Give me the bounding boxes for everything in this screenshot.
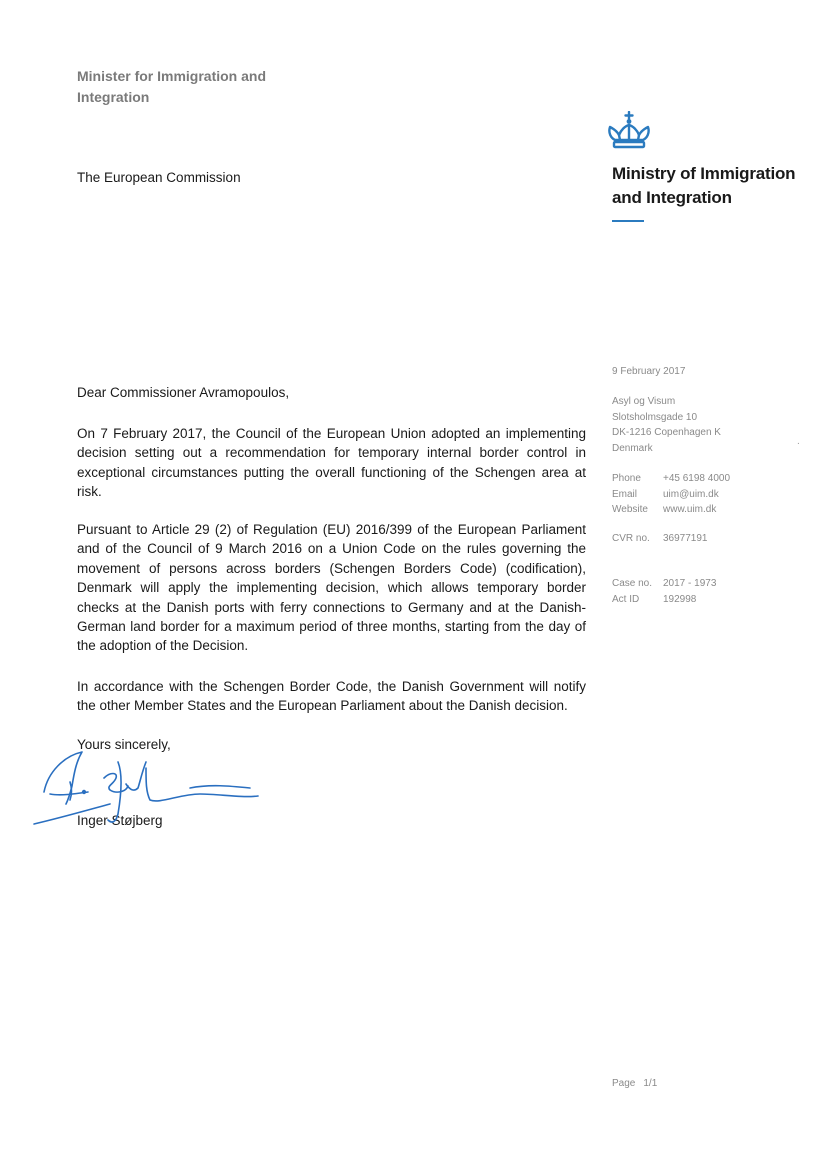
letter-paragraph-2: Pursuant to Article 29 (2) of Regulation (EU) 2016/399 of the European Parliament and of the Council of 9 March 2016 on a Union Code on the rules governing the movement of persons across borders (Schengen Borders Code) (codification), Denmark will apply the implementing decision, which allows temporary border checks at the Danish ports with ferry connections to Germany and at the Danish-German land border for a maximum period of three months, starting from the day of the adoption of the Decision. (77, 522, 586, 654)
cvr-info (612, 531, 812, 547)
page-number (612, 1078, 665, 1089)
case-value: 192998 (663, 593, 697, 605)
signatory-name: Inger Støjberg (77, 813, 163, 828)
recipient: The European Commission (77, 170, 241, 185)
handwritten-signature-icon (30, 742, 270, 837)
ministry-accent-rule (612, 220, 644, 222)
page-label: Page (612, 1078, 636, 1089)
sender-line-2: Integration (77, 89, 150, 105)
page-value: 1/1 (643, 1078, 658, 1089)
contact-value: www.uim.dk (663, 504, 717, 515)
contact-email-row (612, 487, 812, 503)
contact-info (612, 471, 812, 518)
ministry-line-2: and Integration (612, 188, 732, 207)
case-info (612, 576, 812, 607)
contact-label: Phone (612, 473, 641, 484)
contact-label: Email (612, 488, 638, 500)
closing: Yours sincerely, (77, 737, 171, 752)
cvr-label: CVR no. (612, 533, 650, 544)
case-label: Case no. (612, 578, 653, 589)
margin-mark: . (797, 436, 800, 447)
sender-line-1: Minister for Immigration and (77, 68, 267, 84)
ministry-line-1: Ministry of Immigration (612, 164, 796, 183)
address-line: Asyl og Visum (612, 396, 676, 407)
address-line: DK-1216 Copenhagen K (612, 427, 721, 438)
contact-phone-row (612, 471, 812, 487)
contact-value: uim@uim.dk (663, 488, 719, 500)
cvr-value: 36977191 (663, 533, 708, 544)
contact-label: Website (612, 504, 648, 515)
contact-website-row (612, 502, 812, 518)
royal-crown-logo-icon (606, 111, 652, 149)
sender-title (77, 66, 377, 108)
letter-date: 9 February 2017 (612, 366, 686, 377)
letter-paragraph-3: In accordance with the Schengen Border Code, the Danish Government will notify the other Member States and the European Parliament about the Danish decision. (77, 679, 586, 714)
address-line: Slotsholmsgade 10 (612, 411, 698, 423)
ministry-name (612, 162, 822, 210)
case-value: 2017 - 1973 (663, 578, 717, 589)
sender-address (612, 394, 812, 456)
act-id-row (612, 592, 812, 608)
salutation: Dear Commissioner Avramopoulos, (77, 385, 290, 400)
case-number-row (612, 576, 812, 592)
letter-paragraph-1: On 7 February 2017, the Council of the European Union adopted an implementing decision setting out a recommendation for temporary internal border control in exceptional circumstances putting the overall functioning of the Schengen area at risk. (77, 426, 586, 500)
contact-value: +45 6198 4000 (663, 473, 731, 484)
cvr-row (612, 531, 812, 547)
address-line: Denmark (612, 442, 653, 454)
case-label: Act ID (612, 593, 640, 605)
